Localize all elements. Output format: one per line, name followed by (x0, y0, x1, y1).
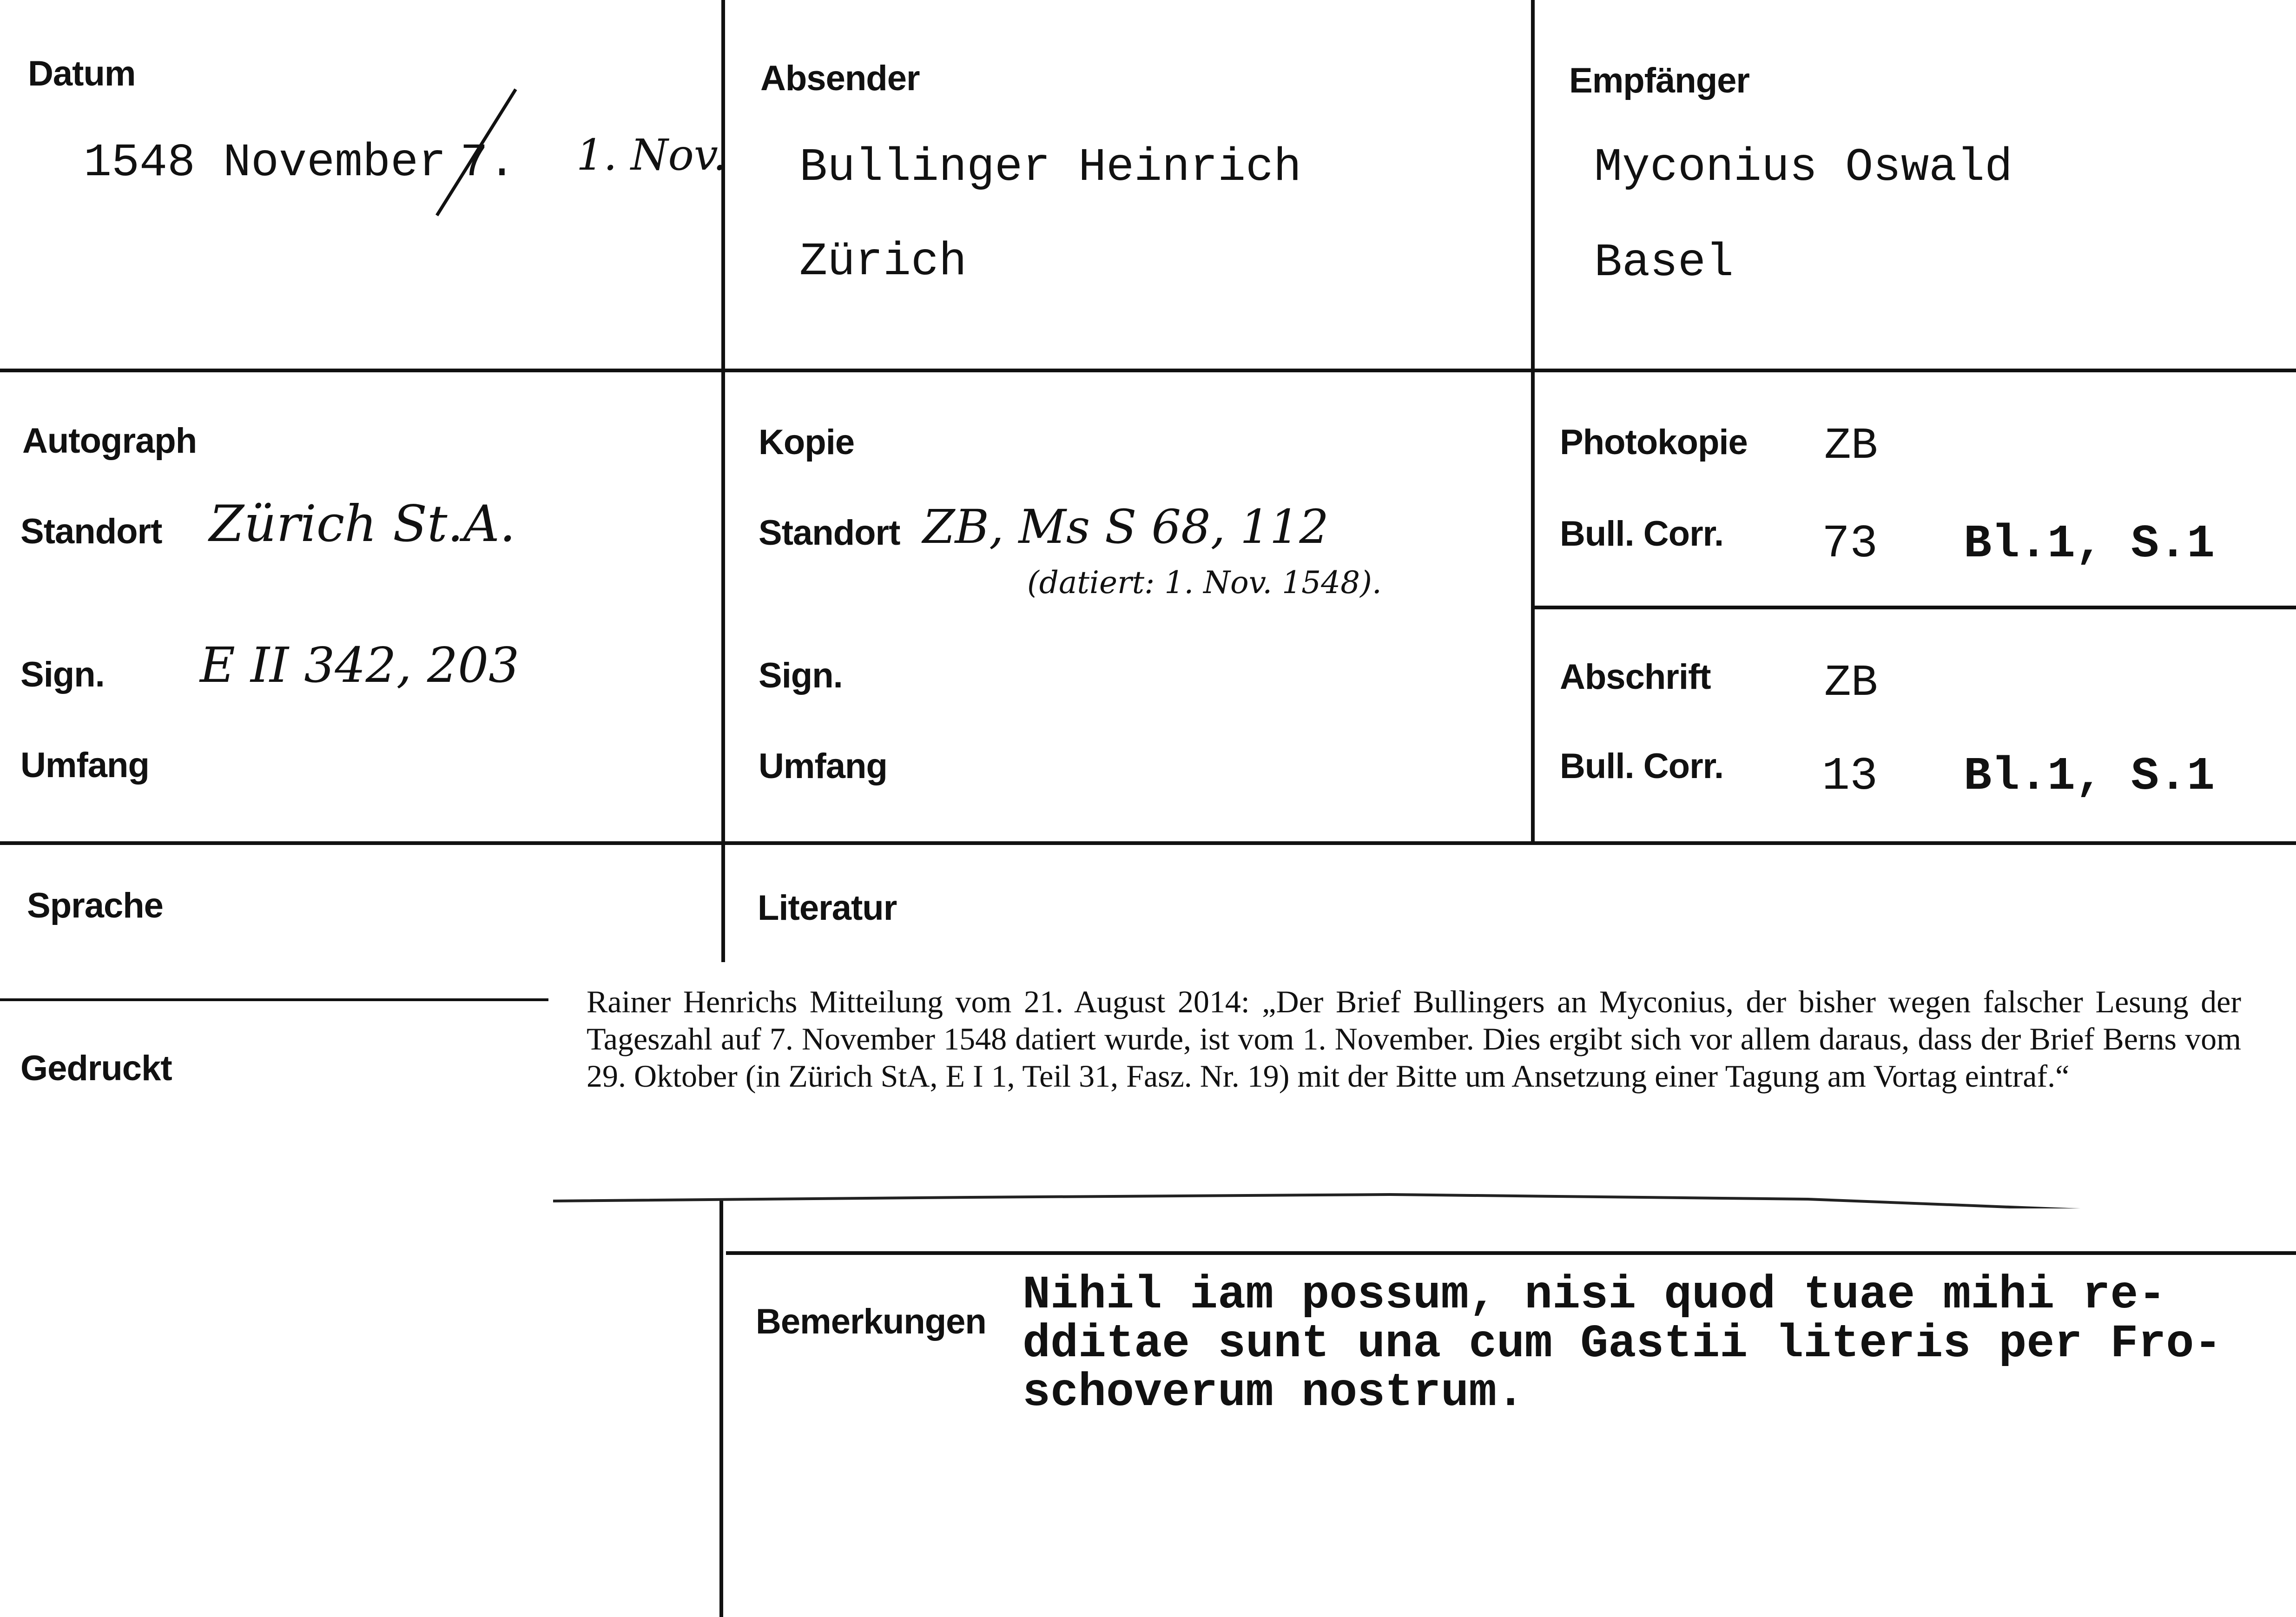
absender-place: Zürich (799, 236, 967, 289)
autograph-sign-label: Sign. (20, 655, 105, 694)
divider-col1-bottom (719, 1199, 723, 1617)
kopie-umfang-label: Umfang (759, 746, 887, 786)
kopie-standort-value: ZB, Ms S 68, 112 (923, 500, 1329, 554)
autograph-standort-label: Standort (20, 512, 162, 551)
autograph-standort-value: Zürich St.A. (209, 495, 516, 553)
empfaenger-place: Basel (1594, 237, 1734, 290)
divider-row2 (0, 841, 2296, 845)
photokopie-pages: Bl.1, S.1 (1964, 518, 2215, 571)
photokopie-label: Photokopie (1560, 422, 1748, 462)
autograph-label: Autograph (22, 421, 197, 461)
datum-typed-value: 1548 November (84, 137, 447, 190)
absender-label: Absender (760, 59, 920, 98)
datum-correction: 1. Nov. (576, 130, 727, 180)
kopie-standort-note: (datiert: 1. Nov. 1548). (1027, 565, 1382, 601)
sprache-label: Sprache (27, 886, 163, 925)
divider-bemerkungen (726, 1251, 2296, 1255)
divider-row1 (0, 369, 2296, 372)
empfaenger-label: Empfänger (1569, 61, 1749, 100)
abschrift-library: ZB (1824, 658, 1878, 708)
literatur-label: Literatur (758, 888, 897, 928)
bemerkungen-label: Bemerkungen (756, 1302, 986, 1341)
datum-label: Datum (28, 54, 136, 93)
absender-name: Bullinger Heinrich (799, 142, 1302, 194)
divider-sprache-gedruckt (0, 998, 548, 1001)
autograph-umfang-label: Umfang (20, 746, 149, 785)
datum-crossed-day: 7. (460, 137, 516, 190)
abschrift-bull-label: Bull. Corr. (1560, 746, 1724, 786)
photokopie-bull-label: Bull. Corr. (1560, 514, 1724, 554)
autograph-sign-value: E II 342, 203 (200, 637, 520, 693)
divider-col2 (1531, 0, 1535, 841)
abschrift-label: Abschrift (1560, 657, 1711, 697)
empfaenger-name: Myconius Oswald (1594, 142, 2013, 194)
kopie-standort-label: Standort (759, 513, 900, 553)
abschrift-pages: Bl.1, S.1 (1964, 751, 2215, 803)
kopie-sign-label: Sign. (759, 656, 843, 695)
literatur-note: Rainer Henrichs Mitteilung vom 21. August 2014: „Der Brief Bullingers an Myconius, der bisher wegen falscher Lesung der Tageszahl auf 7. November 1548 datiert wurde, ist vom 1. November. Dies ergibt sich vor allem daraus, dass der Brief Berns vom 29. Oktober (in Zürich StA, E I 1, Teil 31, Fasz. Nr. 19) mit der Bitte um Ansetzung einer Tagung am Vortag eintraf.“ (587, 984, 2241, 1094)
photokopie-volume: 73 (1822, 518, 1878, 571)
bemerkungen-text: Nihil iam possum, nisi quod tuae mihi re- dditae sunt una cum Gastii literis per Fro- schoverum nostrum. (1023, 1269, 2222, 1419)
photokopie-library: ZB (1824, 421, 1878, 471)
abschrift-volume: 13 (1822, 751, 1878, 803)
divider-photokopie-abschrift (1531, 606, 2296, 609)
kopie-label: Kopie (759, 422, 855, 462)
gedruckt-label: Gedruckt (20, 1049, 172, 1088)
